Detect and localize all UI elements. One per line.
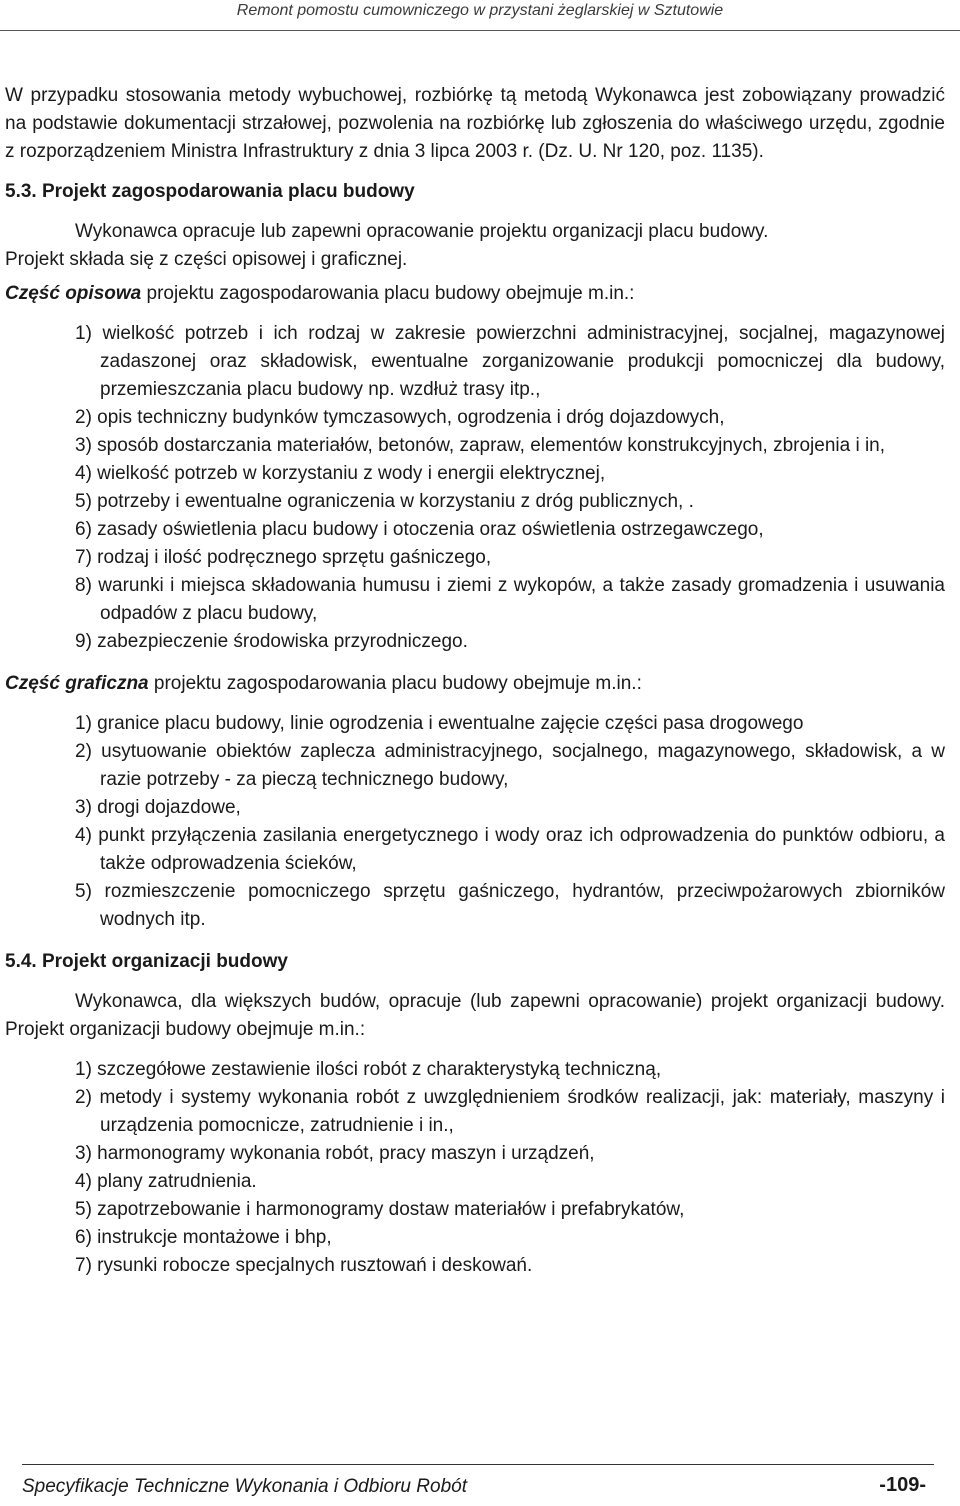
section-5-3-paragraph-2: Projekt składa się z części opisowej i graficznej. <box>5 249 408 270</box>
graficzna-lead <box>5 670 945 698</box>
graficzna-list <box>5 710 945 934</box>
list-item: 9) zabezpieczenie środowiska przyrodniczego. <box>75 631 468 652</box>
section-5-4-heading: 5.4. Projekt organizacji budowy <box>5 951 288 972</box>
list-item: 5) zapotrzebowanie i harmonogramy dostaw materiałów i prefabrykatów, <box>75 1199 685 1220</box>
opisowa-lead-text: projektu zagospodarowania placu budowy obejmuje m.in.: <box>141 283 635 304</box>
list-item: 7) rysunki robocze specjalnych rusztowań i deskowań. <box>75 1255 533 1276</box>
list-item: 8) warunki i miejsca składowania humusu i ziemi z wykopów, a także zasady gromadzenia i usuwania odpadów z placu budowy, <box>75 575 945 624</box>
opisowa-lead-emphasis: Część opisowa <box>5 283 142 304</box>
list-item: 5) potrzeby i ewentualne ograniczenia w korzystaniu z dróg publicznych, . <box>75 491 694 512</box>
section-5-3-heading: 5.3. Projekt zagospodarowania placu budowy <box>5 181 415 202</box>
document-body <box>5 82 945 1294</box>
intro-paragraph: W przypadku stosowania metody wybuchowej, rozbiórkę tą metodą Wykonawca jest zobowiązany prowadzić na podstawie dokumentacji strzałowej, pozwolenia na rozbiórkę lub zgłoszenia do właściwego urzędu, zgodnie z rozporządzeniem Ministra Infrastruktury z dnia 3 lipca 2003 r. (Dz. U. Nr 120, poz. 1135). <box>5 85 945 162</box>
page-header-title: Remont pomostu cumowniczego w przystani żeglarskiej w Sztutowie <box>236 2 724 19</box>
page-number: -109- <box>879 1474 926 1496</box>
list-item: 2) usytuowanie obiektów zaplecza administracyjnego, socjalnego, magazynowego, składowisk, a w razie potrzeby - za pieczą technicznego budowy, <box>75 741 945 790</box>
list-item: 4) wielkość potrzeb w korzystaniu z wody i energii elektrycznej, <box>75 463 606 484</box>
organizacja-list <box>5 1056 945 1280</box>
opisowa-list <box>5 320 945 656</box>
list-item: 6) instrukcje montażowe i bhp, <box>75 1227 332 1248</box>
list-item: 1) granice placu budowy, linie ogrodzenia i ewentualne zajęcie części pasa drogowego <box>75 713 804 734</box>
footer-divider <box>22 1464 934 1465</box>
section-5-4-paragraph: Wykonawca, dla większych budów, opracuje (lub zapewni opracowanie) projekt organizacji budowy. Projekt organizacji budowy obejmuje m.in.: <box>5 991 945 1040</box>
list-item: 3) harmonogramy wykonania robót, pracy maszyn i urządzeń, <box>75 1143 595 1164</box>
opisowa-lead <box>5 280 945 308</box>
section-5-3-paragraph-1: Wykonawca opracuje lub zapewni opracowanie projektu organizacji placu budowy. <box>75 221 769 242</box>
list-item: 4) plany zatrudnienia. <box>75 1171 257 1192</box>
list-item: 1) wielkość potrzeb i ich rodzaj w zakresie powierzchni administracyjnej, socjalnej, magazynowej zadaszonej oraz składowisk, ewentualne zorganizowanie produkcji pomocniczej dla budowy, przemieszczania placu budowy np. wzdłuż trasy itp., <box>75 323 945 400</box>
list-item: 7) rodzaj i ilość podręcznego sprzętu gaśniczego, <box>75 547 492 568</box>
list-item: 4) punkt przyłączenia zasilania energetycznego i wody oraz ich odprowadzenia do punktów odbioru, a także odprowadzenia ścieków, <box>75 825 945 874</box>
graficzna-lead-text: projektu zagospodarowania placu budowy obejmuje m.in.: <box>148 673 642 694</box>
list-item: 3) sposób dostarczania materiałów, betonów, zapraw, elementów konstrukcyjnych, zbrojenia i in, <box>75 435 886 456</box>
footer-title: Specyfikacje Techniczne Wykonania i Odbioru Robót <box>22 1476 467 1497</box>
list-item: 2) metody i systemy wykonania robót z uwzględnieniem środków realizacji, jak: materiały, maszyny i urządzenia pomocnicze, zatrudnienie i in., <box>75 1087 945 1136</box>
list-item: 5) rozmieszczenie pomocniczego sprzętu gaśniczego, hydrantów, przeciwpożarowych zbiorników wodnych itp. <box>75 881 945 930</box>
graficzna-lead-emphasis: Część graficzna <box>5 673 149 694</box>
list-item: 6) zasady oświetlenia placu budowy i otoczenia oraz oświetlenia ostrzegawczego, <box>75 519 764 540</box>
list-item: 2) opis techniczny budynków tymczasowych, ogrodzenia i dróg dojazdowych, <box>75 407 725 428</box>
list-item: 1) szczegółowe zestawienie ilości robót z charakterystyką techniczną, <box>75 1059 662 1080</box>
header-divider <box>0 30 960 31</box>
list-item: 3) drogi dojazdowe, <box>75 797 241 818</box>
